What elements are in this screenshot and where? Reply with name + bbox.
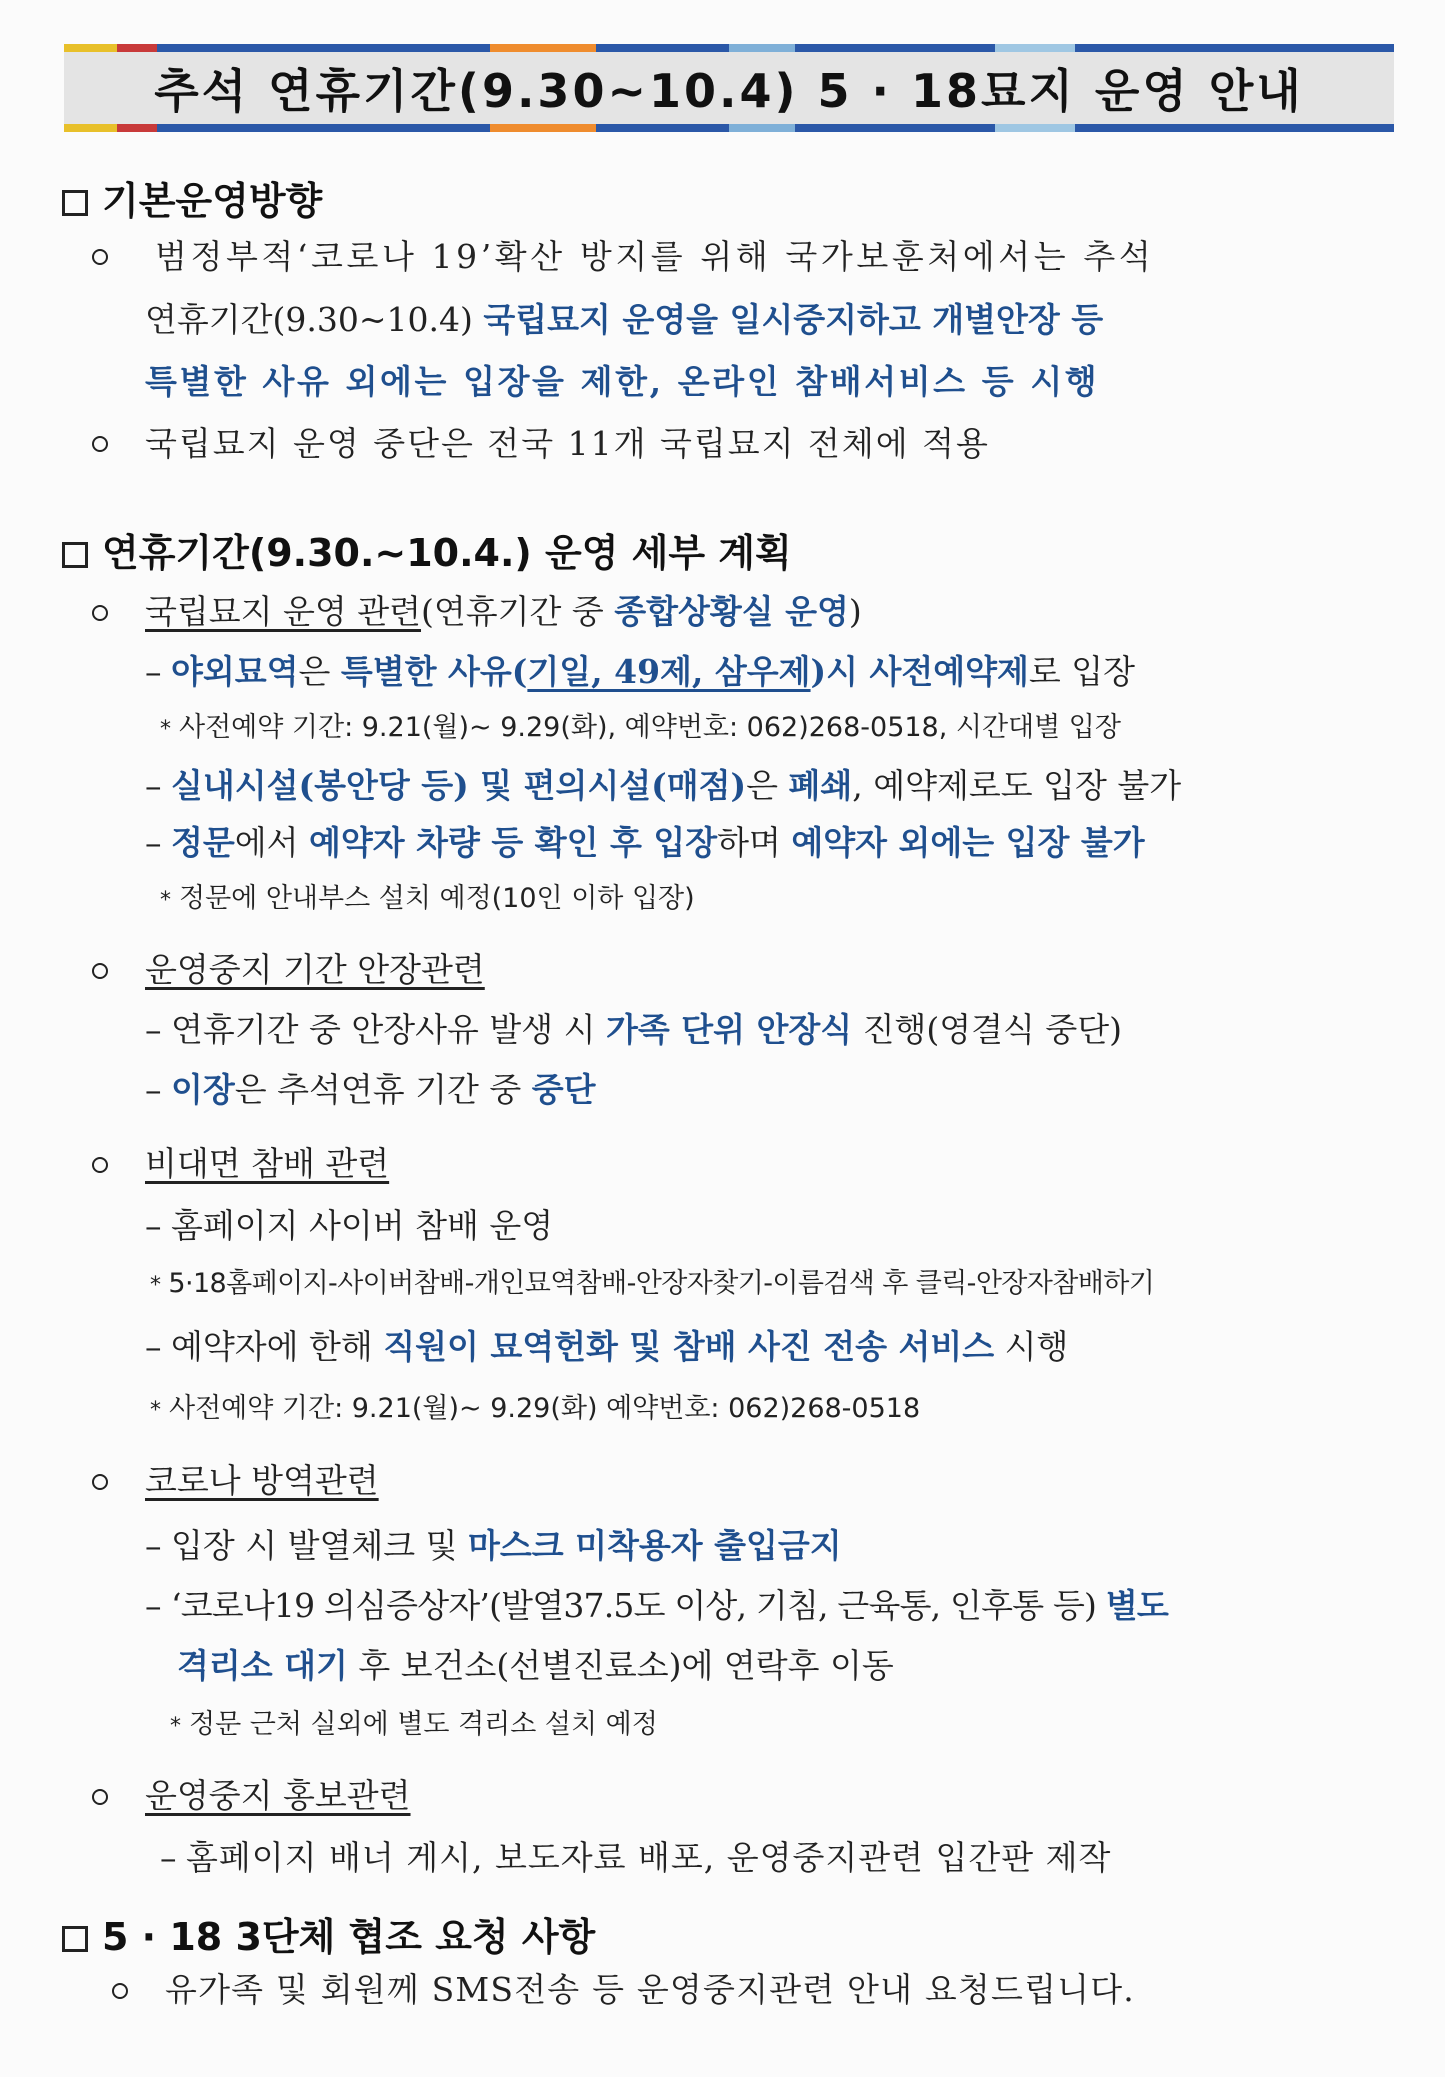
note-info-booth: * 정문에 안내부스 설치 예정(10인 이하 입장) <box>160 883 695 914</box>
basic-item1-line1: 범정부적‘코로나 19’확산 방지를 위해 국가보훈처에서는 추석 <box>155 237 1155 276</box>
title-bottom-stripe <box>64 124 1394 132</box>
outdoor-reservation-line: – 야외묘역은 특별한 사유(기일, 49제, 삼우제)시 사전예약제로 입장 <box>145 652 1136 691</box>
indoor-closed-line: – 실내시설(봉안당 등) 및 편의시설(매점)은 폐쇄, 예약제로도 입장 불가 <box>145 766 1182 805</box>
suspected-case-line: – ‘코로나19 의심증상자’(발열37.5도 이상, 기침, 근육통, 인후통 등) 별도 <box>145 1586 1168 1625</box>
note-cyber-visit-path: * 5·18홈페이지-사이버참배-개인묘역참배-안장자찾기-이름검색 후 클릭-안장자참배하기 <box>150 1268 1155 1299</box>
basic-item1-line3: 특별한 사유 외에는 입장을 제한, 온라인 참배서비스 등 시행 <box>145 362 1100 401</box>
title-box <box>64 52 1394 124</box>
section-heading-basic: 기본운영방향 <box>62 170 322 225</box>
cyber-visit-line: – 홈페이지 사이버 참배 운영 <box>145 1206 554 1245</box>
circle-bullet-icon <box>92 249 108 265</box>
circle-bullet-icon <box>92 1157 108 1173</box>
title-banner <box>64 44 1394 132</box>
group-online-visit-head: 비대면 참배 관련 <box>145 1144 390 1183</box>
fever-check-line: – 입장 시 발열체크 및 마스크 미착용자 출입금지 <box>145 1526 842 1565</box>
note-isolation-room: * 정문 근처 실외에 별도 격리소 설치 예정 <box>170 1709 658 1740</box>
circle-bullet-icon <box>92 436 108 452</box>
checkbox-square-icon <box>62 542 88 568</box>
page-title: 추석 연휴기간(9.30~10.4) 5 · 18묘지 운영 안내 <box>154 64 1304 118</box>
checkbox-square-icon <box>62 1926 88 1952</box>
cooperation-item: 유가족 및 회원께 SMS전송 등 운영중지관련 안내 요청드립니다. <box>165 1970 1135 2009</box>
checkbox-square-icon <box>62 190 88 216</box>
circle-bullet-icon <box>92 1789 108 1805</box>
group-national-cemetery-head: 국립묘지 운영 관련(연휴기간 중 종합상황실 운영) <box>145 592 862 631</box>
isolation-line: 격리소 대기 후 보건소(선별진료소)에 연락후 이동 <box>177 1646 894 1685</box>
note-photo-reservation: * 사전예약 기간: 9.21(월)~ 9.29(화) 예약번호: 062)268-0518 <box>150 1393 921 1424</box>
group-quarantine-head: 코로나 방역관련 <box>145 1461 379 1500</box>
basic-item1-line2: 연휴기간(9.30~10.4) 국립묘지 운영을 일시중지하고 개별안장 등 <box>145 300 1104 339</box>
publicity-line: – 홈페이지 배너 게시, 보도자료 배포, 운영중지관련 입간판 제작 <box>160 1838 1112 1877</box>
note-reservation-period: * 사전예약 기간: 9.21(월)~ 9.29(화), 예약번호: 062)268-0518, 시간대별 입장 <box>160 712 1121 743</box>
relocation-stop-line: – 이장은 추석연휴 기간 중 중단 <box>145 1070 596 1109</box>
group-publicity-head: 운영중지 홍보관련 <box>145 1776 411 1815</box>
circle-bullet-icon <box>92 1474 108 1490</box>
main-gate-check-line: – 정문에서 예약자 차량 등 확인 후 입장하며 예약자 외에는 입장 불가 <box>145 823 1145 862</box>
basic-item2: 국립묘지 운영 중단은 전국 11개 국립묘지 전체에 적용 <box>145 424 990 463</box>
circle-bullet-icon <box>92 605 108 621</box>
title-top-stripe <box>64 44 1394 52</box>
group-burial-head: 운영중지 기간 안장관련 <box>145 950 485 989</box>
photo-service-line: – 예약자에 한해 직원이 묘역헌화 및 참배 사진 전송 서비스 시행 <box>145 1327 1069 1366</box>
circle-bullet-icon <box>92 963 108 979</box>
family-burial-line: – 연휴기간 중 안장사유 발생 시 가족 단위 안장식 진행(영결식 중단) <box>145 1010 1122 1049</box>
circle-bullet-icon <box>112 1983 128 1999</box>
section-heading-cooperation: 5 · 18 3단체 협조 요청 사항 <box>62 1906 595 1961</box>
section-heading-detail-plan: 연휴기간(9.30.~10.4.) 운영 세부 계획 <box>62 522 792 577</box>
